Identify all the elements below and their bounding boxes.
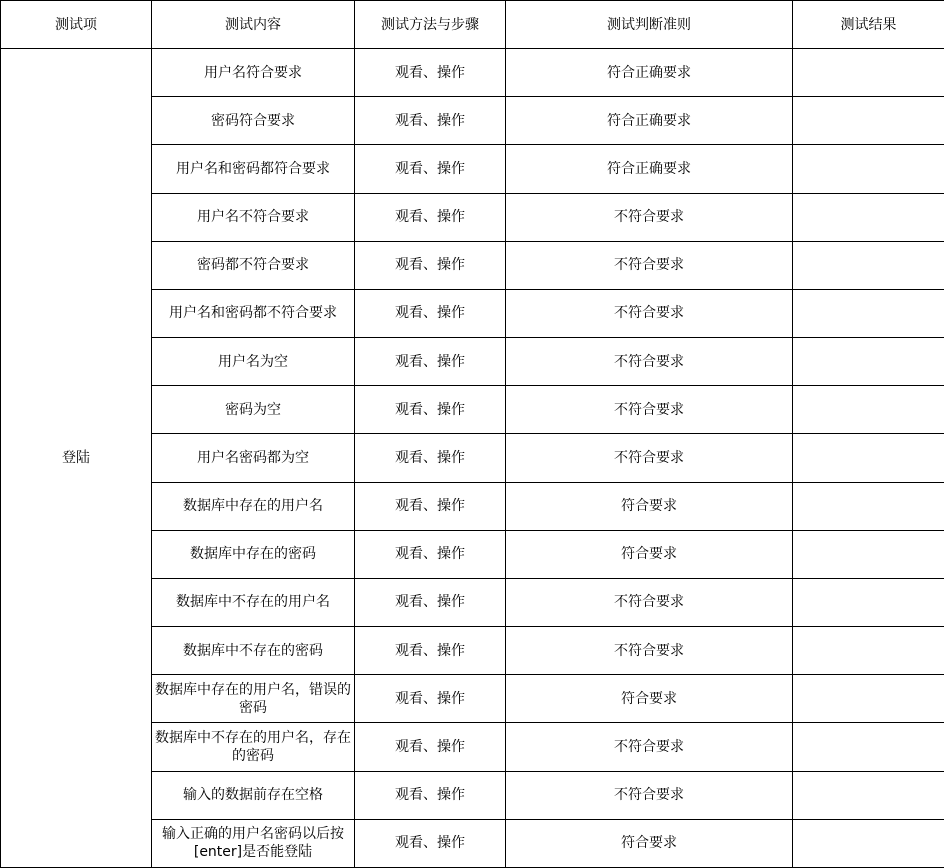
test-result-cell xyxy=(793,723,944,771)
test-criterion-cell: 不符合要求 xyxy=(506,771,793,819)
test-content-cell: 用户名不符合要求 xyxy=(152,193,355,241)
header-test-result: 测试结果 xyxy=(793,1,944,49)
test-method-cell: 观看、操作 xyxy=(355,627,506,675)
test-result-cell xyxy=(793,530,944,578)
test-criterion-cell: 符合要求 xyxy=(506,819,793,867)
table-body xyxy=(1,49,944,868)
test-criterion-cell: 不符合要求 xyxy=(506,289,793,337)
test-content-cell: 数据库中不存在的密码 xyxy=(152,627,355,675)
test-result-cell xyxy=(793,241,944,289)
test-criterion-cell: 符合要求 xyxy=(506,482,793,530)
test-result-cell xyxy=(793,627,944,675)
test-method-cell: 观看、操作 xyxy=(355,97,506,145)
test-content-cell: 输入正确的用户名密码以后按[enter]是否能登陆 xyxy=(152,819,355,867)
test-criterion-cell: 符合正确要求 xyxy=(506,49,793,97)
test-result-cell xyxy=(793,578,944,626)
test-method-cell: 观看、操作 xyxy=(355,338,506,386)
test-result-cell xyxy=(793,193,944,241)
test-method-cell: 观看、操作 xyxy=(355,289,506,337)
test-method-cell: 观看、操作 xyxy=(355,49,506,97)
test-result-cell xyxy=(793,97,944,145)
test-criterion-cell: 不符合要求 xyxy=(506,723,793,771)
test-content-cell: 数据库中存在的用户名，错误的密码 xyxy=(152,675,355,723)
test-criterion-cell: 符合要求 xyxy=(506,530,793,578)
test-criterion-cell: 符合正确要求 xyxy=(506,145,793,193)
test-criterion-cell: 符合正确要求 xyxy=(506,97,793,145)
header-test-criterion: 测试判断准则 xyxy=(506,1,793,49)
test-criterion-cell: 符合要求 xyxy=(506,675,793,723)
test-method-cell: 观看、操作 xyxy=(355,819,506,867)
test-result-cell xyxy=(793,49,944,97)
test-criterion-cell: 不符合要求 xyxy=(506,241,793,289)
header-row xyxy=(1,1,944,49)
header-test-method: 测试方法与步骤 xyxy=(355,1,506,49)
test-content-cell: 用户名和密码都不符合要求 xyxy=(152,289,355,337)
test-method-cell: 观看、操作 xyxy=(355,434,506,482)
test-content-cell: 用户名符合要求 xyxy=(152,49,355,97)
test-content-cell: 输入的数据前存在空格 xyxy=(152,771,355,819)
test-result-cell xyxy=(793,434,944,482)
test-method-cell: 观看、操作 xyxy=(355,675,506,723)
test-content-cell: 数据库中不存在的用户名，存在的密码 xyxy=(152,723,355,771)
test-result-cell xyxy=(793,482,944,530)
test-result-cell xyxy=(793,145,944,193)
test-content-cell: 数据库中存在的密码 xyxy=(152,530,355,578)
test-content-cell: 用户名密码都为空 xyxy=(152,434,355,482)
test-result-cell xyxy=(793,338,944,386)
test-method-cell: 观看、操作 xyxy=(355,241,506,289)
header-test-item: 测试项 xyxy=(1,1,152,49)
test-criterion-cell: 不符合要求 xyxy=(506,338,793,386)
test-method-cell: 观看、操作 xyxy=(355,386,506,434)
header-test-content: 测试内容 xyxy=(152,1,355,49)
test-content-cell: 数据库中不存在的用户名 xyxy=(152,578,355,626)
test-result-cell xyxy=(793,771,944,819)
test-result-cell xyxy=(793,819,944,867)
test-method-cell: 观看、操作 xyxy=(355,145,506,193)
test-method-cell: 观看、操作 xyxy=(355,723,506,771)
test-criterion-cell: 不符合要求 xyxy=(506,627,793,675)
test-method-cell: 观看、操作 xyxy=(355,771,506,819)
test-method-cell: 观看、操作 xyxy=(355,578,506,626)
test-result-cell xyxy=(793,386,944,434)
test-content-cell: 密码为空 xyxy=(152,386,355,434)
test-item-cell: 登陆 xyxy=(1,49,152,868)
test-result-cell xyxy=(793,675,944,723)
test-criterion-cell: 不符合要求 xyxy=(506,386,793,434)
test-method-cell: 观看、操作 xyxy=(355,482,506,530)
test-content-cell: 用户名为空 xyxy=(152,338,355,386)
test-result-cell xyxy=(793,289,944,337)
test-criterion-cell: 不符合要求 xyxy=(506,578,793,626)
test-content-cell: 用户名和密码都符合要求 xyxy=(152,145,355,193)
test-content-cell: 密码符合要求 xyxy=(152,97,355,145)
test-method-cell: 观看、操作 xyxy=(355,193,506,241)
test-content-cell: 数据库中存在的用户名 xyxy=(152,482,355,530)
test-content-cell: 密码都不符合要求 xyxy=(152,241,355,289)
test-method-cell: 观看、操作 xyxy=(355,530,506,578)
test-criterion-cell: 不符合要求 xyxy=(506,434,793,482)
test-criterion-cell: 不符合要求 xyxy=(506,193,793,241)
table-row xyxy=(1,49,944,97)
